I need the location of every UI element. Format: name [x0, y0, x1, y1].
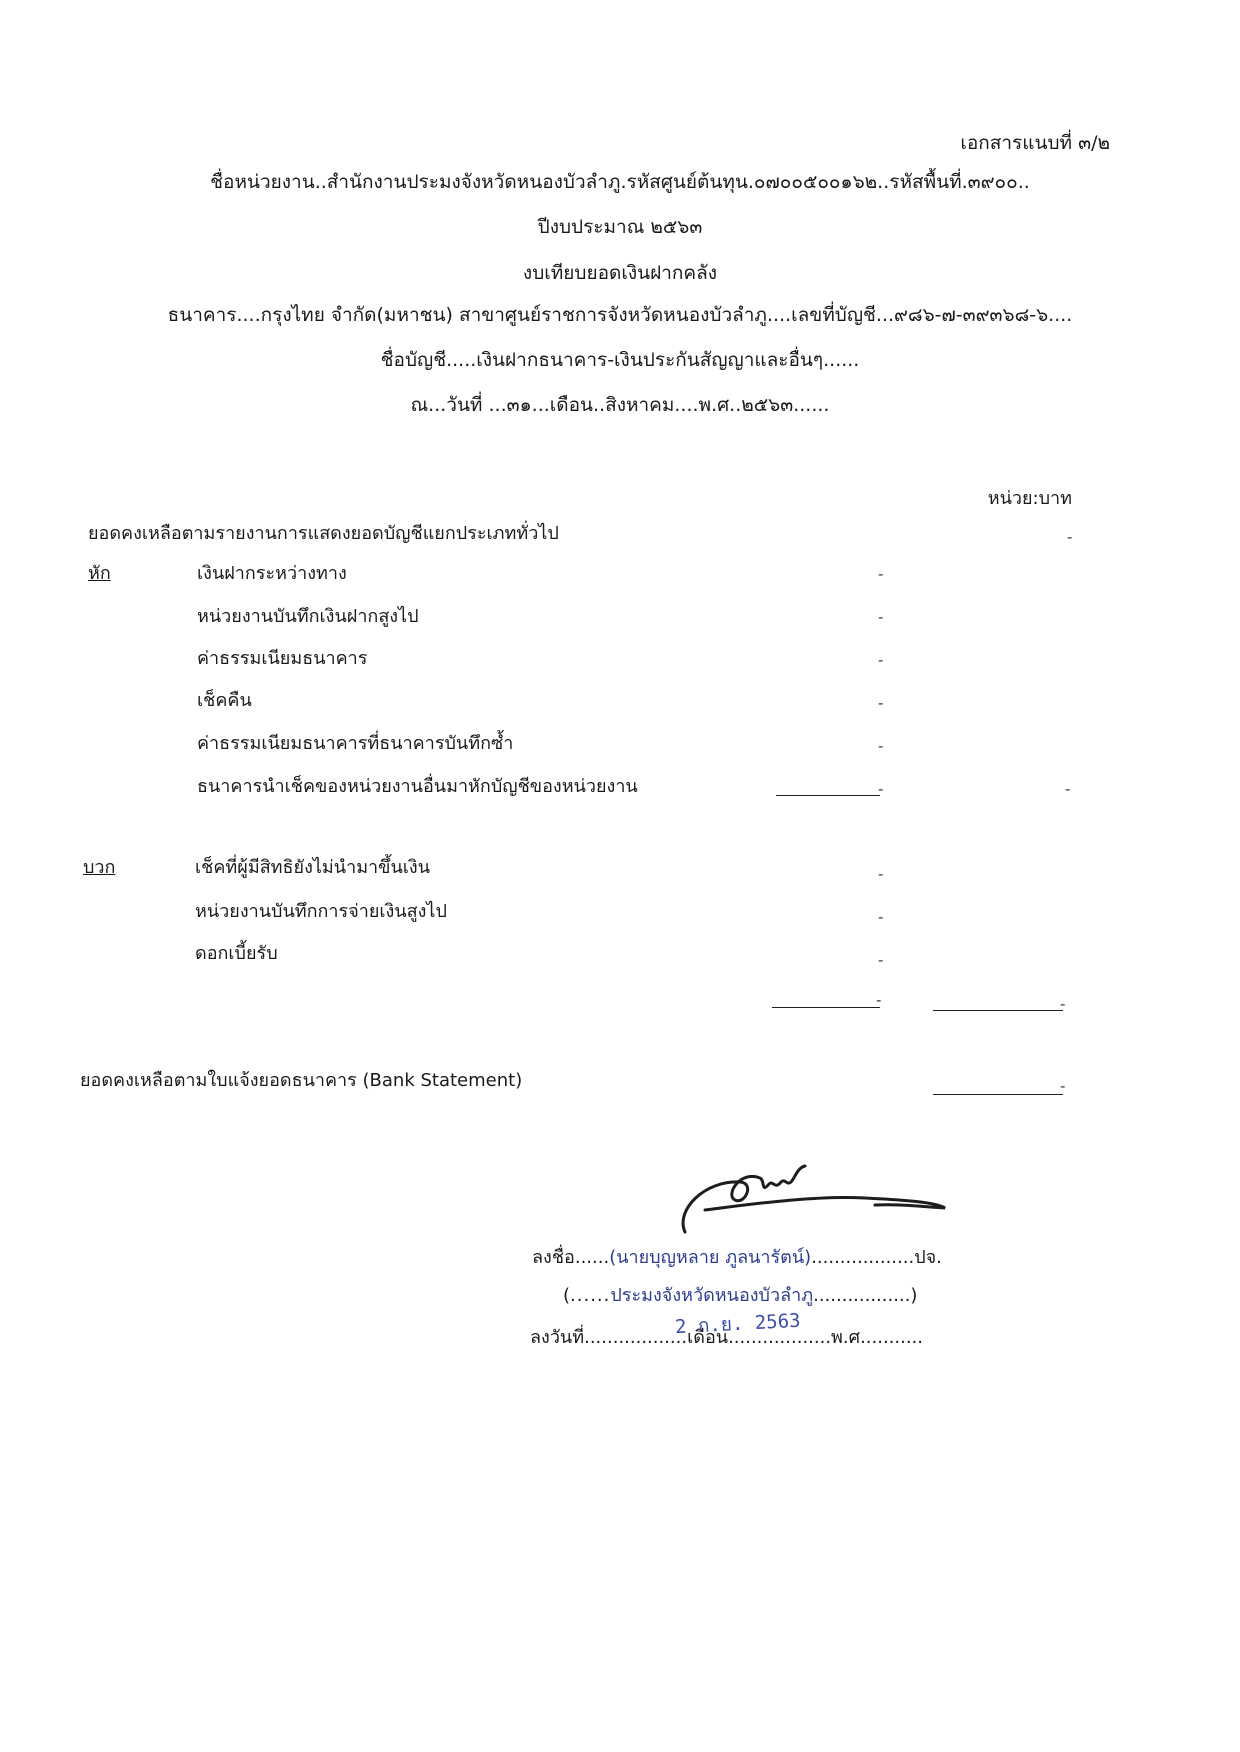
- date-label: ลงวันที่: [530, 1327, 585, 1348]
- handwritten-signature: [665, 1160, 965, 1255]
- add-label: บวก: [83, 857, 116, 878]
- add-subtotal-line: [772, 1007, 880, 1008]
- position-line: (......ประมงจังหวัดหนองบัวลำภู.................): [563, 1285, 918, 1306]
- sign-suffix: ..................ปจ.: [811, 1247, 942, 1268]
- deduct-label: หัก: [88, 563, 111, 584]
- deduct-item: เงินฝากระหว่างทาง: [197, 563, 347, 584]
- ledger-balance-label: ยอดคงเหลือตามรายงานการแสดงยอดบัญชีแยกประเภททั่วไป: [88, 523, 559, 544]
- attachment-label: เอกสารแนบที่ ๓/๒: [960, 132, 1110, 154]
- bank-balance-line: [933, 1094, 1063, 1095]
- sign-prefix: ลงชื่อ......: [532, 1247, 610, 1268]
- deduct-value: -: [878, 780, 884, 798]
- add-value: -: [878, 908, 884, 926]
- signer-name: (นายบุญหลาย ภูลนารัตน์): [609, 1247, 812, 1268]
- bank-balance-label: ยอดคงเหลือตามใบแจ้งยอดธนาคาร (Bank Statement): [80, 1070, 523, 1091]
- signature-line: [532, 1242, 942, 1271]
- date-tail: ..................พ.ศ...........: [728, 1327, 924, 1348]
- add-total-line: [933, 1010, 1063, 1011]
- deduct-value: -: [878, 608, 884, 626]
- deduct-total-value: -: [1065, 780, 1071, 798]
- date-stamp: 2 ก.ย. 2563: [674, 1309, 802, 1339]
- deduct-value: -: [878, 737, 884, 755]
- deduct-value: -: [878, 565, 884, 583]
- position-close: .................): [813, 1285, 918, 1306]
- add-item: เช็คที่ผู้มีสิทธิยังไม่นำมาขึ้นเงิน: [195, 857, 431, 878]
- deduct-item: หน่วยงานบันทึกเงินฝากสูงไป: [197, 606, 419, 627]
- add-item: ดอกเบี้ยรับ: [195, 943, 278, 964]
- ledger-balance-value: -: [1067, 528, 1073, 546]
- add-subtotal-value: -: [876, 991, 882, 1009]
- add-value: -: [878, 951, 884, 969]
- agency-line: ชื่อหน่วยงาน..สำนักงานประมงจังหวัดหนองบัวลำภู.รหัสศูนย์ต้นทุน.๐๗๐๐๕๐๐๑๖๒..รหัสพื้นที่.๓๙๐๐..: [210, 171, 1030, 193]
- deduct-item: ธนาคารนำเช็คของหน่วยงานอื่นมาหักบัญชีของหน่วยงาน: [197, 776, 638, 797]
- add-total-value: -: [1060, 995, 1066, 1013]
- deduct-item: เช็คคืน: [197, 690, 252, 711]
- deduct-subtotal-line: [776, 795, 880, 796]
- bank-balance-value: -: [1060, 1077, 1066, 1095]
- as-of-date: ณ...วันที่ ...๓๑...เดือน..สิงหาคม....พ.ศ..๒๕๖๓......: [410, 394, 830, 416]
- deduct-value: -: [878, 651, 884, 669]
- bank-line: ธนาคาร....กรุงไทย จำกัด(มหาชน) สาขาศูนย์ราชการจังหวัดหนองบัวลำภู....เลขที่บัญชี...๙๘๖-๗-๓๙๓๖๘-๖....: [167, 304, 1073, 326]
- document-title: งบเทียบยอดเงินฝากคลัง: [522, 262, 718, 284]
- deduct-item: ค่าธรรมเนียมธนาคารที่ธนาคารบันทึกซ้ำ: [197, 733, 514, 754]
- add-item: หน่วยงานบันทึกการจ่ายเงินสูงไป: [195, 901, 447, 922]
- account-name: ชื่อบัญชี.....เงินฝากธนาคาร-เงินประกันสัญญาและอื่นๆ......: [380, 349, 860, 371]
- deduct-value: -: [878, 694, 884, 712]
- add-value: -: [878, 865, 884, 883]
- date-mid: ..................เดือน: [584, 1327, 729, 1348]
- position-open: (: [563, 1285, 571, 1306]
- unit-label: หน่วย:บาท: [987, 488, 1072, 509]
- deduct-item: ค่าธรรมเนียมธนาคาร: [197, 648, 368, 669]
- fiscal-year: ปีงบประมาณ ๒๕๖๓: [537, 216, 703, 238]
- position-title: ประมงจังหวัดหนองบัวลำภู: [610, 1285, 814, 1306]
